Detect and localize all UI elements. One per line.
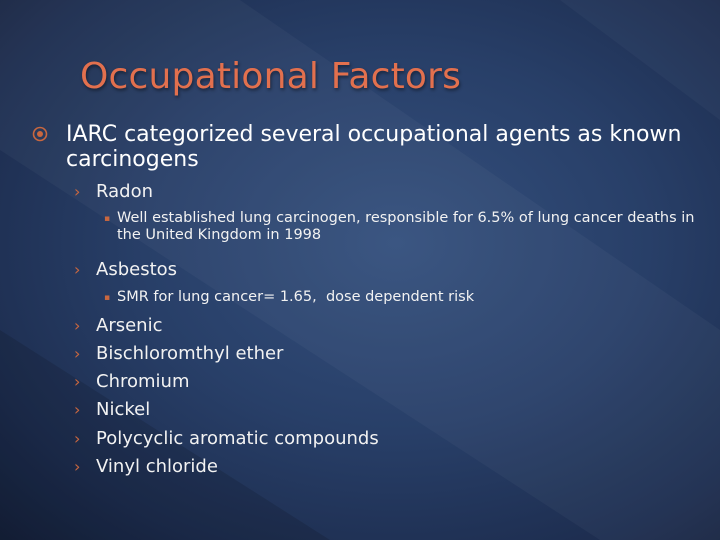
- list-item-label: Bischloromthyl ether: [96, 343, 284, 364]
- list-item-label: Radon: [96, 181, 153, 202]
- list-item-label: Chromium: [96, 371, 190, 392]
- sub-item-radon: [104, 210, 707, 244]
- chevron-right-icon: ›: [74, 429, 81, 448]
- square-bullet-icon: ▪: [104, 214, 111, 224]
- chevron-right-icon: ›: [74, 457, 81, 476]
- list-item-nickel: [74, 399, 151, 421]
- list-item-chromium: [74, 371, 190, 393]
- list-item-arsenic: [74, 315, 163, 337]
- slide-title: Occupational Factors: [80, 56, 462, 97]
- list-item-polycyclic-aromatic-compounds: [74, 428, 379, 450]
- sub-item-asbestos: [104, 289, 707, 306]
- list-item-asbestos: [74, 259, 178, 281]
- list-item-label: Polycyclic aromatic compounds: [96, 428, 379, 449]
- chevron-right-icon: ›: [74, 316, 81, 335]
- bullet-level1-text: IARC categorized several occupational agents as known carcinogens: [66, 122, 682, 172]
- circle-target-icon: [32, 126, 48, 142]
- chevron-right-icon: ›: [74, 372, 81, 391]
- list-item-vinyl-chloride: [74, 456, 218, 478]
- chevron-right-icon: ›: [74, 182, 81, 201]
- sub-item-text: SMR for lung cancer= 1.65, dose dependent risk: [117, 289, 475, 305]
- square-bullet-icon: ▪: [104, 293, 111, 303]
- list-item-label: Vinyl chloride: [96, 456, 218, 477]
- list-item-label: Nickel: [96, 399, 151, 420]
- list-item-bischloromethyl-ether: [74, 343, 284, 365]
- chevron-right-icon: ›: [74, 260, 81, 279]
- chevron-right-icon: ›: [74, 344, 81, 363]
- sub-item-text: Well established lung carcinogen, responsible for 6.5% of lung cancer deaths in the United Kingdom in 1998: [117, 210, 695, 243]
- chevron-right-icon: ›: [74, 400, 81, 419]
- list-item-label: Asbestos: [96, 259, 178, 280]
- list-item-label: Arsenic: [96, 315, 163, 336]
- list-item-radon: [74, 181, 153, 203]
- bullet-level1: [66, 122, 696, 172]
